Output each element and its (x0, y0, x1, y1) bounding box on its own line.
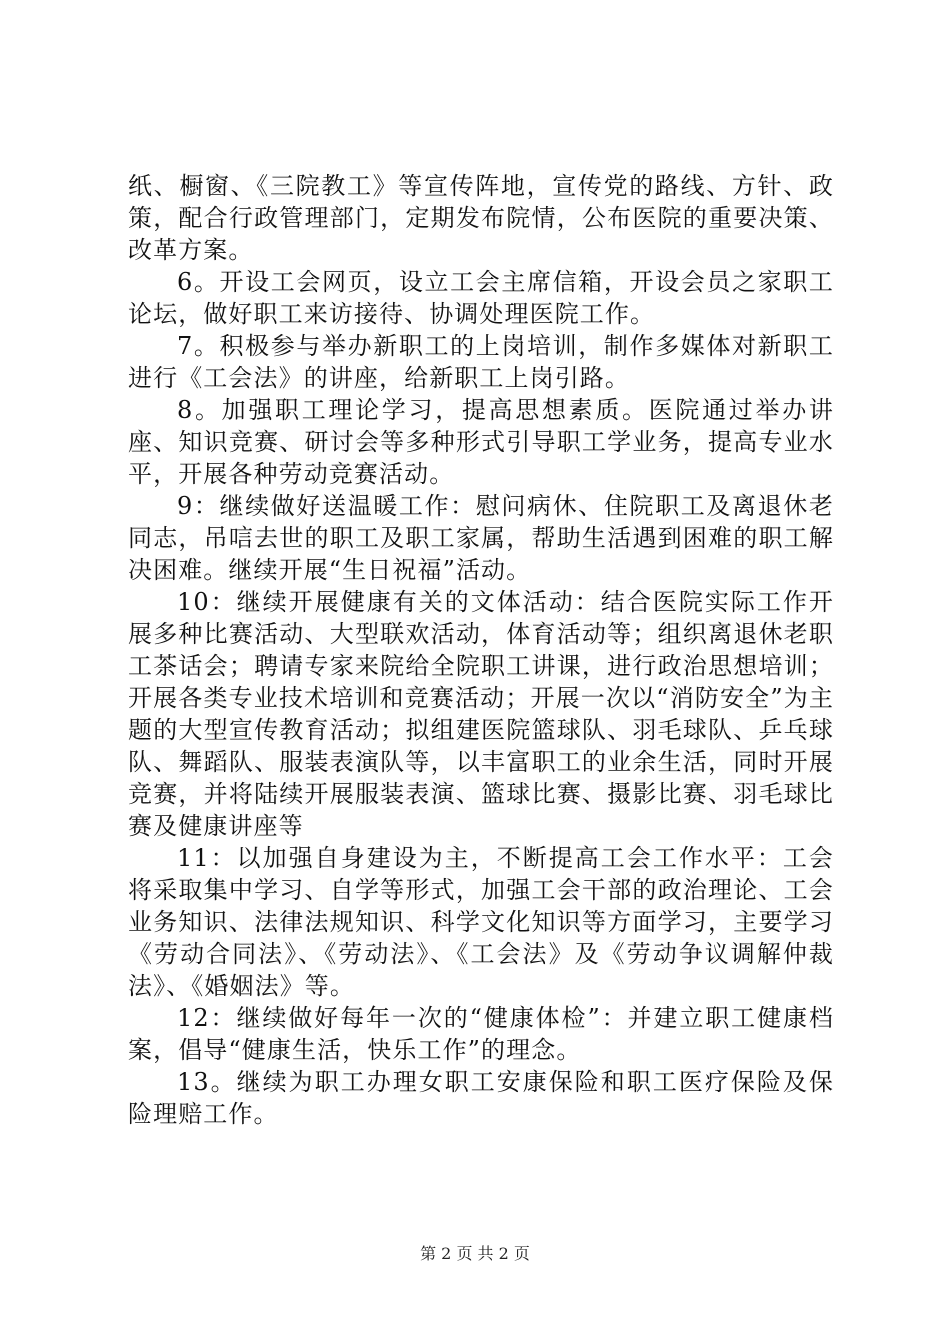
paragraph-item-13: 13。继续为职工办理女职工安康保险和职工医疗保险及保险理赔工作。 (128, 1068, 834, 1128)
paragraph-item-6: 6。开设工会网页，设立工会主席信箱，开设会员之家职工论坛，做好职工来访接待、协调处理医院工作。 (128, 268, 834, 328)
page-footer: 第 2 页 共 2 页 (420, 1244, 530, 1263)
paragraph-item-10: 10：继续开展健康有关的文体活动：结合医院实际工作开展多种比赛活动、大型联欢活动，体育活动等；组织离退休老职工茶话会；聘请专家来院给全院职工讲课，进行政治思想培训；开展各类专业技术培训和竞赛活动；开展一次以“消防安全”为主题的大型宣传教育活动；拟组建医院篮球队、羽毛球队、乒乓球队、舞蹈队、服装表演队等，以丰富职工的业余生活，同时开展竞赛，并将陆续开展服装表演、篮球比赛、摄影比赛、羽毛球比赛及健康讲座等 (128, 588, 834, 840)
paragraph-item-11: 11：以加强自身建设为主，不断提高工会工作水平：工会将采取集中学习、自学等形式，加强工会干部的政治理论、工会业务知识、法律法规知识、科学文化知识等方面学习，主要学习《劳动合同法》、《劳动法》、《工会法》及《劳动争议调解仲裁法》、《婚姻法》等。 (128, 844, 834, 1000)
paragraph-item-9: 9：继续做好送温暖工作：慰问病休、住院职工及离退休老同志，吊唁去世的职工及职工家属，帮助生活遇到困难的职工解决困难。继续开展“生日祝福”活动。 (128, 492, 834, 584)
paragraph-item-8: 8。加强职工理论学习，提高思想素质。医院通过举办讲座、知识竞赛、研讨会等多种形式引导职工学业务，提高专业水平，开展各种劳动竞赛活动。 (128, 396, 834, 488)
document-body (128, 170, 834, 1130)
paragraph-item-7: 7。积极参与举办新职工的上岗培训，制作多媒体对新职工进行《工会法》的讲座，给新职工上岗引路。 (128, 332, 834, 392)
paragraph-item-12: 12：继续做好每年一次的“健康体检”：并建立职工健康档案，倡导“健康生活，快乐工作”的理念。 (128, 1004, 834, 1064)
paragraph-continued: 纸、橱窗、《三院教工》等宣传阵地，宣传党的路线、方针、政策，配合行政管理部门，定期发布院情，公布医院的重要决策、改革方案。 (128, 172, 834, 264)
